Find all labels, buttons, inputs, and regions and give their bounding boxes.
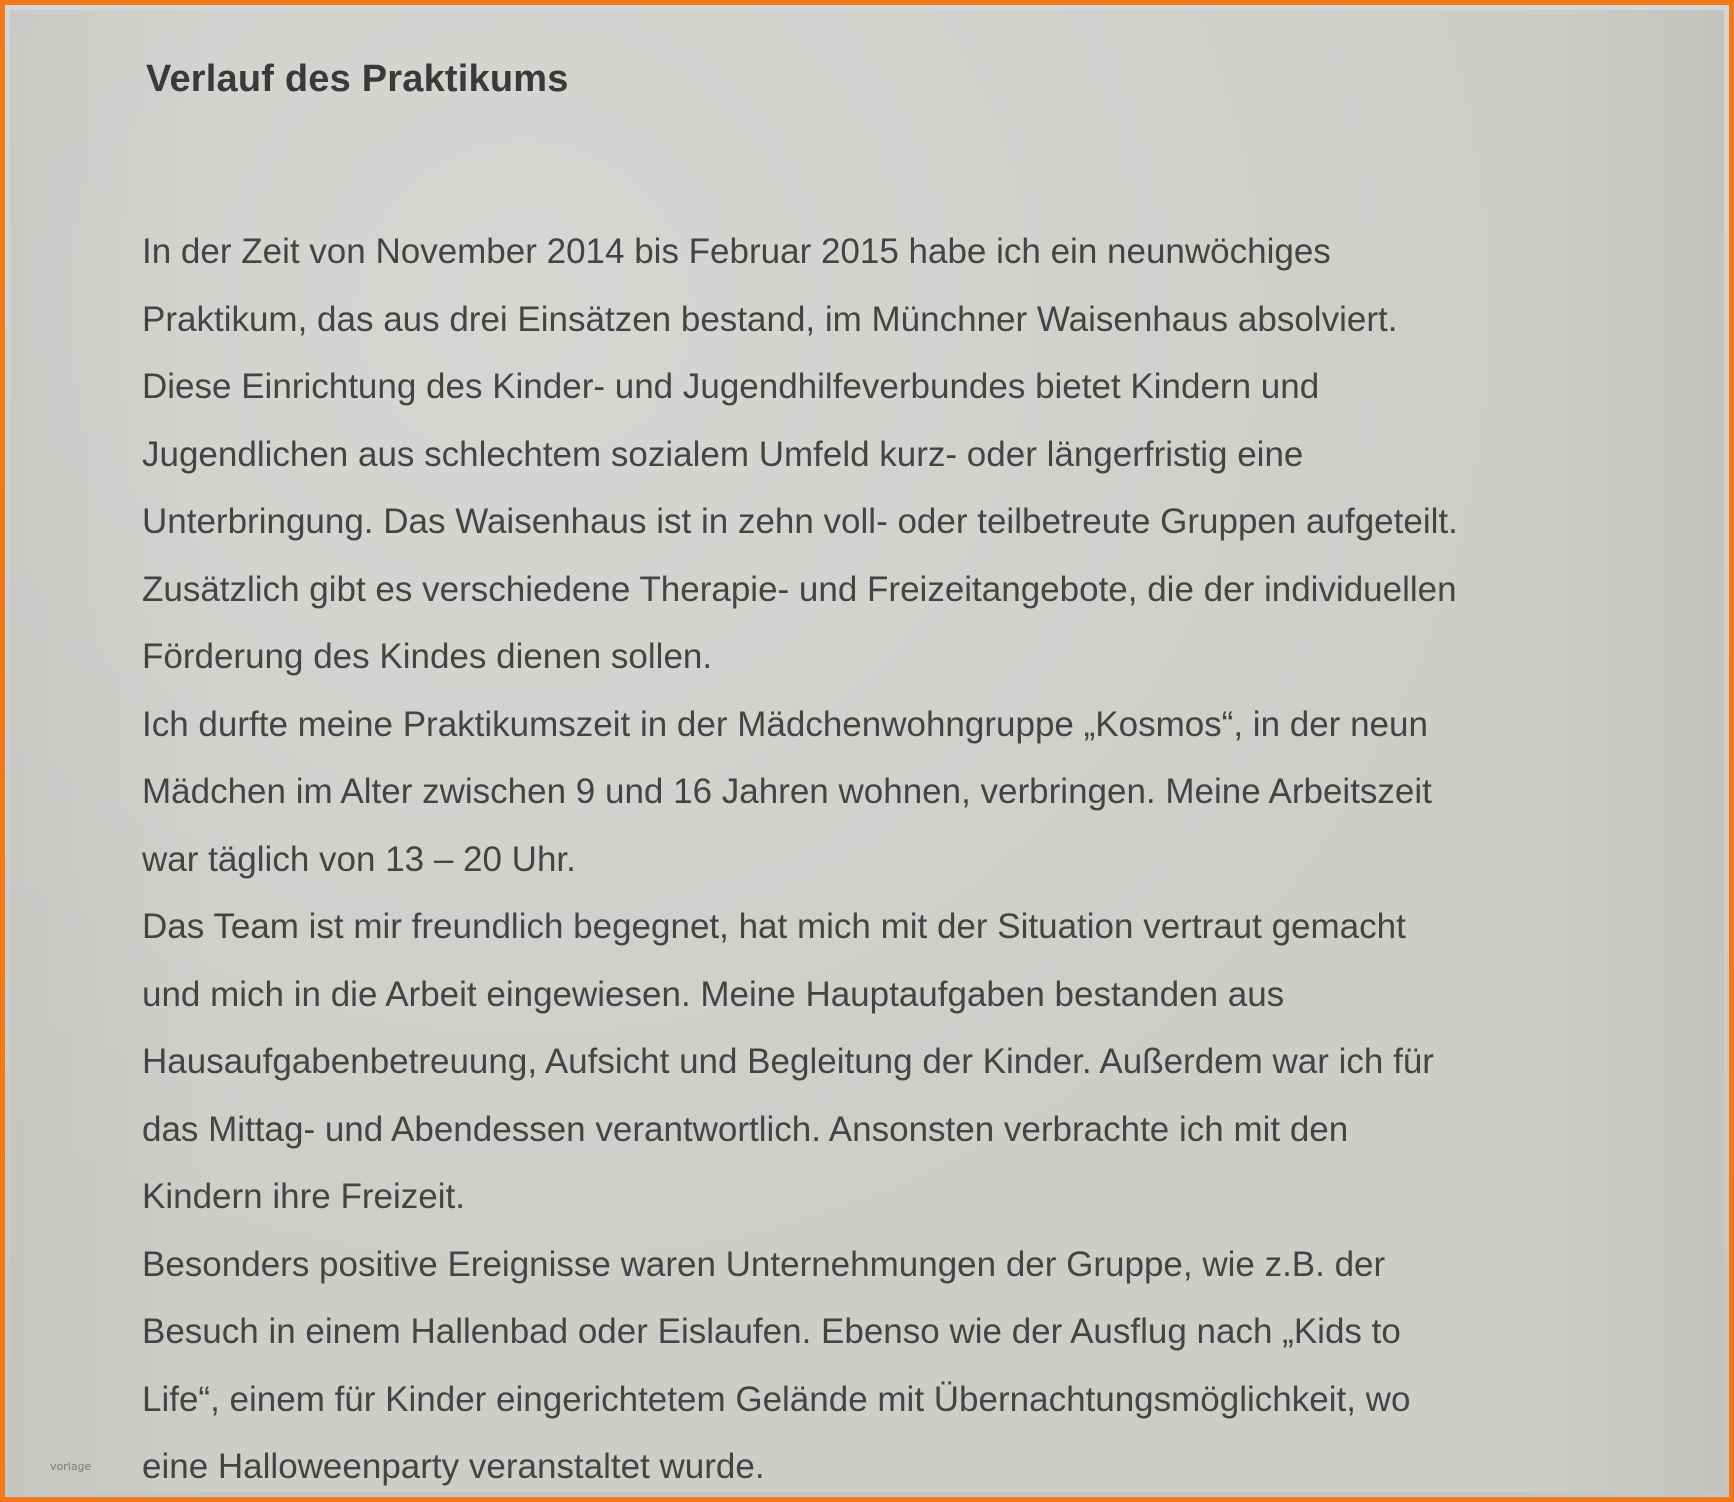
text-line: Besonders positive Ereignisse waren Unternehmungen der Gruppe, wie z.B. der (142, 1244, 1386, 1284)
text-line: Förderung des Kindes dienen sollen. (142, 637, 713, 676)
text-line: Ich durfte meine Praktikumszeit in der Mädchenwohngruppe „Kosmos“, in der neun (142, 704, 1428, 744)
text-line: In der Zeit von November 2014 bis Februar 2015 habe ich ein neunwöchiges (142, 232, 1331, 271)
text-line: eine Halloweenparty veranstaltet wurde. (142, 1447, 765, 1486)
text-line: Zusätzlich gibt es verschiedene Therapie- und Freizeitangebote, die der individuellen (142, 569, 1457, 609)
body-text (142, 218, 1642, 1501)
text-line: war täglich von 13 – 20 Uhr. (142, 839, 576, 879)
text-line: Unterbringung. Das Waisenhaus ist in zehn voll- oder teilbetreute Gruppen aufgeteilt. (142, 502, 1458, 541)
watermark: vorlage (50, 1460, 92, 1473)
text-line: Diese Einrichtung des Kinder- und Jugendhilfeverbundes bietet Kindern und (142, 367, 1320, 406)
text-line: Jugendlichen aus schlechtem sozialem Umfeld kurz- oder längerfristig eine (142, 434, 1304, 474)
text-line: das Mittag- und Abendessen verantwortlich. Ansonsten verbrachte ich mit den (142, 1109, 1349, 1149)
text-line: und mich in die Arbeit eingewiesen. Meine Hauptaufgaben bestanden aus (142, 974, 1285, 1014)
text-line: Das Team ist mir freundlich begegnet, hat mich mit der Situation vertraut gemacht (142, 907, 1406, 946)
page-title: Verlauf des Praktikums (146, 58, 569, 100)
text-line: Hausaufgabenbetreuung, Aufsicht und Begleitung der Kinder. Außerdem war ich für (142, 1042, 1434, 1081)
document-page (10, 10, 1724, 1492)
text-line: Besuch in einem Hallenbad oder Eislaufen. Ebenso wie der Ausflug nach „Kids to (142, 1312, 1401, 1351)
text-line: Praktikum, das aus drei Einsätzen bestand, im Münchner Waisenhaus absolviert. (142, 299, 1398, 339)
text-line: Kindern ihre Freizeit. (142, 1177, 465, 1216)
text-line: Life“, einem für Kinder eingerichtetem Gelände mit Übernachtungsmöglichkeit, wo (142, 1379, 1411, 1419)
text-line: Mädchen im Alter zwischen 9 und 16 Jahren wohnen, verbringen. Meine Arbeitszeit (142, 772, 1432, 811)
